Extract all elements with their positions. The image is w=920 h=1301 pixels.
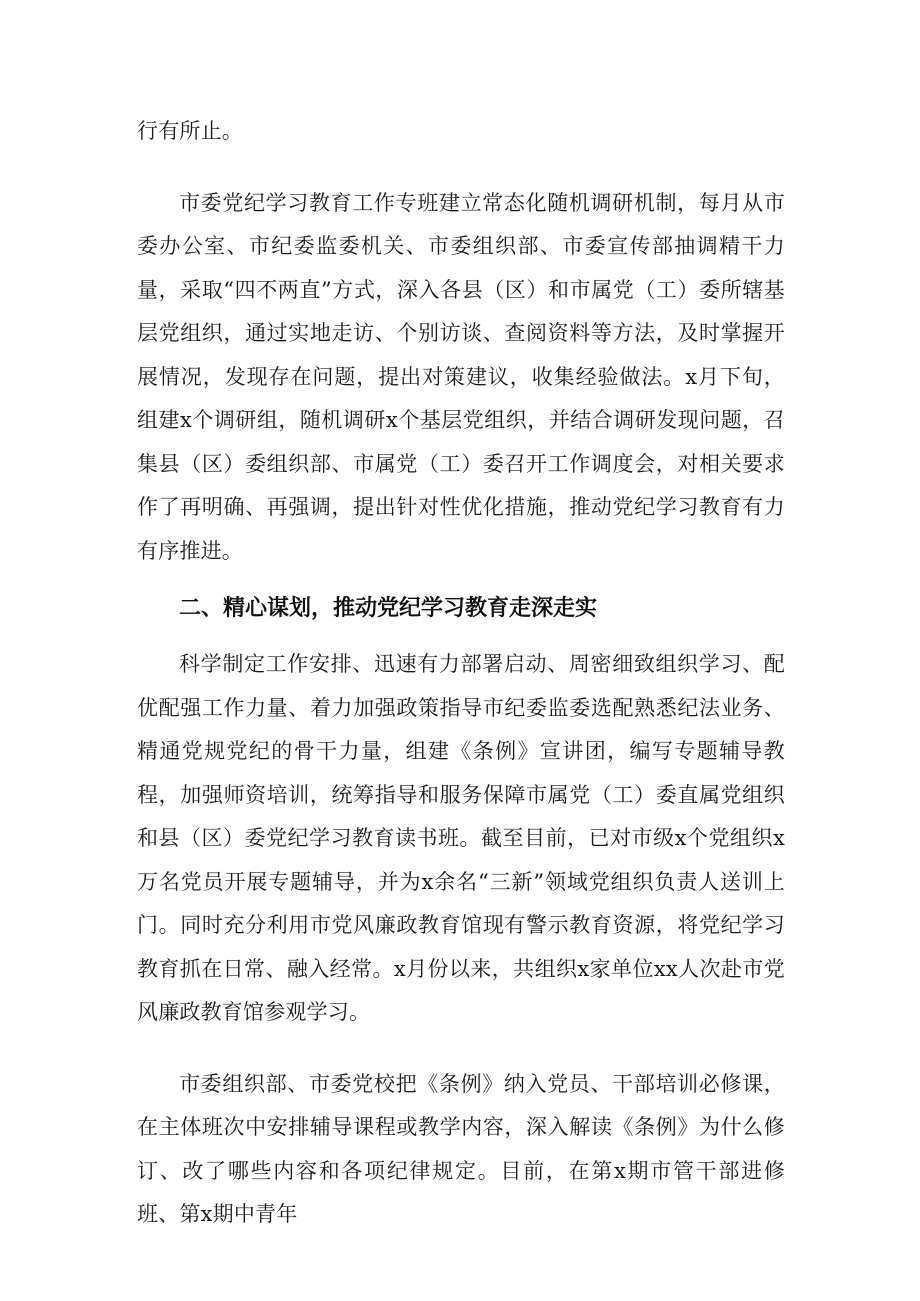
paragraph-training: 市委组织部、市委党校把《条例》纳入党员、干部培训必修课，在主体班次中安排辅导课程或教学内容，深入解读《条例》为什么修订、改了哪些内容和各项纪律规定。目前，在第x期市管干部进修班、第x期中青年 <box>137 1071 785 1226</box>
paragraph-continuation: 行有所止。 <box>137 119 243 143</box>
paragraph-gap <box>137 154 785 182</box>
section-heading: 二、精心谋划，推动党纪学习教育走深走实 <box>179 596 598 621</box>
document-body <box>137 110 785 1237</box>
paragraph-research-mechanism: 市委党纪学习教育工作专班建立常态化随机调研机制，每月从市委办公室、市纪委监委机关、市委组织部、市委宣传部抽调精干力量，采取“四不两直”方式，深入各县（区）和市属党（工）委所辖基层党组织，通过实地走访、个别访谈、查阅资料等方法，及时掌握开展情况，发现存在问题，提出对策建议，收集经验做法。x月下旬，组建x个调研组，随机调研x个基层党组织，并结合调研发现问题，召集县（区）委组织部、市属党（工）委召开工作调度会，对相关要求作了再明确、再强调，提出针对性优化措施，推动党纪学习教育有力有序推进。 <box>137 190 785 563</box>
paragraph-gap <box>137 1035 785 1063</box>
paragraph-planning: 科学制定工作安排、迅速有力部署启动、周密细致组织学习、配优配强工作力量、着力加强政策指导市纪委监委选配熟悉纪法业务、精通党规党纪的骨干力量，组建《条例》宣讲团，编写专题辅导教程，加强师资培训，统筹指导和服务保障市属党（工）委直属党组织和县（区）委党纪学习教育读书班。截至目前，已对市级x个党组织x万名党员开展专题辅导，并为x余名“三新”领域党组织负责人送训上门。同时充分利用市党风廉政教育馆现有警示教育资源，将党纪学习教育抓在日常、融入经常。x月份以来，共组织x家单位xx人次赴市党风廉政教育馆参观学习。 <box>137 652 785 1024</box>
